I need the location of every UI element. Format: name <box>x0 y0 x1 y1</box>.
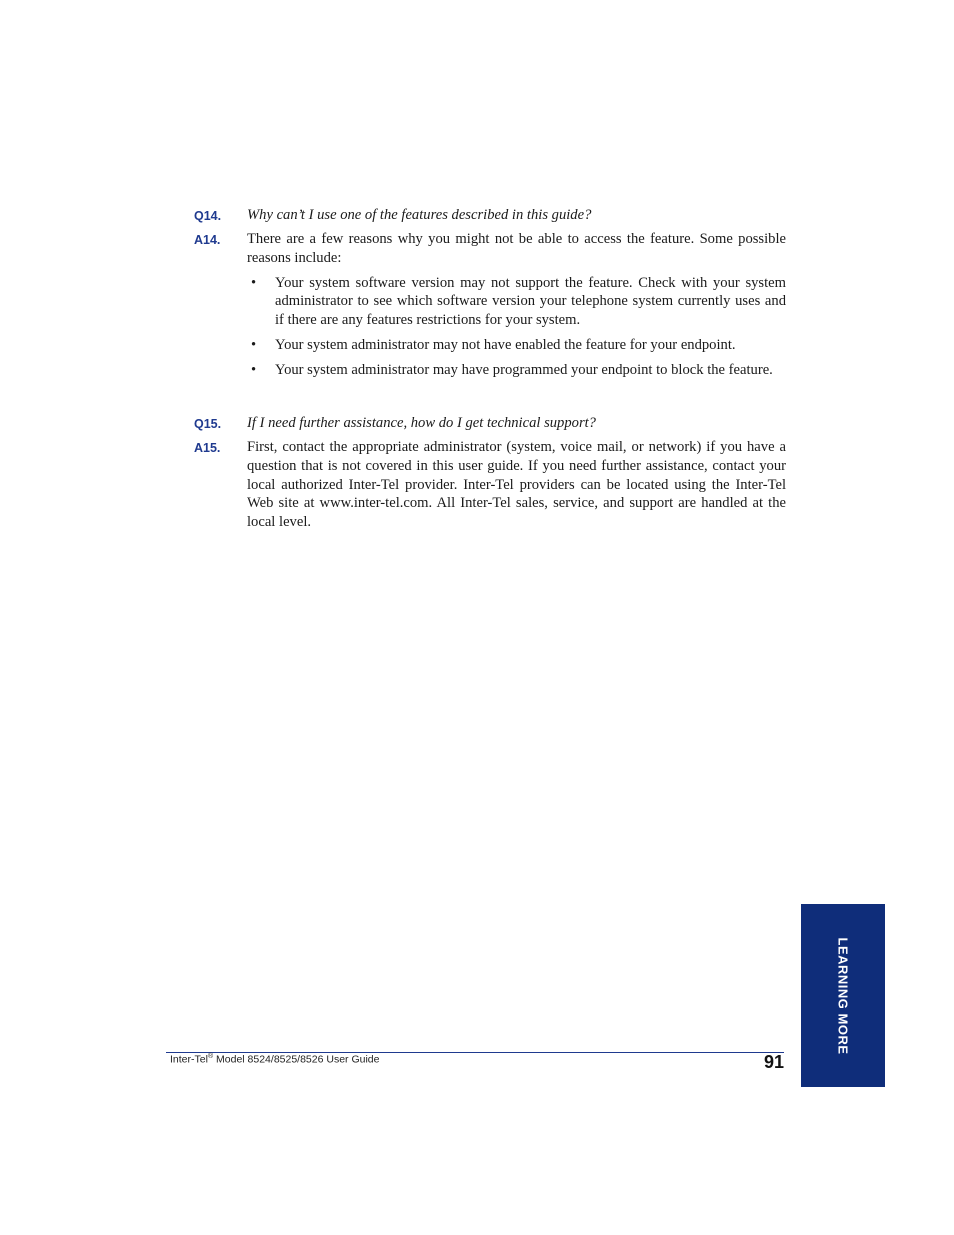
answer-14 <box>194 230 786 386</box>
section-tab <box>801 904 885 1087</box>
answer-label: A14. <box>194 233 221 247</box>
answer-text: First, contact the appropriate administrator (system, voice mail, or network) if you have a question that is not covered in this user guide. If you need further assistance, contact your local authorized Inter-Tel provider. Inter-Tel providers can be located using the Inter-Tel Web site at www.inter-tel.com. All Inter-Tel sales, service, and support are handled at the local level. <box>247 439 786 531</box>
question-text: Why can’t I use one of the features described in this guide? <box>247 207 592 223</box>
answer-body <box>247 230 786 380</box>
footer-guide-title: Inter-Tel® Model 8524/8525/8526 User Guide <box>170 1053 380 1066</box>
answer-15 <box>194 438 786 532</box>
page-number: 91 <box>763 1052 784 1072</box>
list-item: • Your system software version may not support the feature. Check with your system administrator to see which software version your telephone system currently uses and if there are any features restrictions for your system. <box>251 274 786 329</box>
question-15 <box>194 414 786 433</box>
answer-intro: There are a few reasons why you might not be able to access the feature. Some possible reasons include: <box>247 231 786 266</box>
question-label: Q15. <box>194 417 222 431</box>
question-text: If I need further assistance, how do I get technical support? <box>247 415 596 431</box>
list-item: • Your system administrator may not have enabled the feature for your endpoint. <box>251 336 736 353</box>
question-14 <box>194 206 786 225</box>
list-item: • Your system administrator may have programmed your endpoint to block the feature. <box>251 361 773 378</box>
answer-label: A15. <box>194 441 221 455</box>
reasons-list <box>247 274 786 380</box>
question-label: Q14. <box>194 209 222 223</box>
section-tab-label: LEARNING MORE <box>835 937 851 1054</box>
